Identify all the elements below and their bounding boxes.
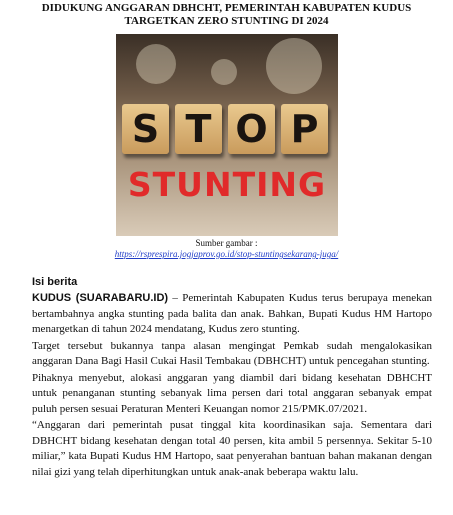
letter-block-s: S bbox=[122, 104, 169, 154]
letter-block-p: P bbox=[281, 104, 328, 154]
paragraph-3: Pihaknya menyebut, alokasi anggaran yang diambil dari bidang kesehatan DBHCHT untuk penanganan stunting sebanyak lima persen dari total anggaran sebanyak empat puluh persen sesuai Peraturan Menteri Keuangan nomor 215/PMK.07/2021. bbox=[32, 371, 432, 415]
article-title bbox=[10, 2, 443, 28]
letter-block-o: O bbox=[228, 104, 275, 154]
paragraph-4: “Anggaran dari pemerintah pusat tinggal kita koordinasikan saja. Sementara dari DBHCHT bidang kesehatan dengan total 40 persen, kita ambil 5 persennya. Sekitar 5-10 miliar,” kata Bupati Kudus HM Hartopo, saat penyerahan bantuan bahan makanan dengan nilai gizi yang telah diperhitungkan untuk anak-anak beberapa waktu lalu. bbox=[32, 419, 432, 478]
byline: KUDUS (SUARABARU.ID) bbox=[32, 292, 169, 304]
image-caption bbox=[0, 238, 453, 260]
title-line-2: TARGETKAN ZERO STUNTING DI 2024 bbox=[124, 15, 329, 27]
article-body bbox=[32, 291, 432, 481]
caption-label: Sumber gambar : bbox=[195, 238, 258, 248]
letter-block-t: T bbox=[175, 104, 222, 154]
title-line-1: DIDUKUNG ANGGARAN DBHCHT, PEMERINTAH KABUPATEN KUDUS bbox=[41, 2, 412, 14]
section-heading: Isi berita bbox=[32, 276, 78, 288]
source-link[interactable]: https://rsprespira.jogjaprov.go.id/stop-stuntingsekarang-juga/ bbox=[114, 249, 339, 259]
letter-blocks bbox=[122, 104, 332, 164]
paragraph-2: Target tersebut bukannya tanpa alasan mengingat Pemkab sudah mengalokasikan anggaran Dana Bagi Hasil Cukai Hasil Tembakau (DBHCHT) untuk pencegahan stunting. bbox=[32, 339, 432, 367]
paragraph-1-text: – Pemerintah Kabupaten Kudus terus berupaya menekan bertambahnya angka stunting pada balita dan anak. Bahkan, Bupati Kudus HM Hartopo menargetkan di tahun 2024 mendatang, Kudus zero stunting. bbox=[32, 292, 432, 335]
paragraph-1 bbox=[32, 291, 432, 338]
article-photo bbox=[116, 34, 338, 236]
stunting-overlay-text: STUNTING bbox=[127, 165, 327, 204]
